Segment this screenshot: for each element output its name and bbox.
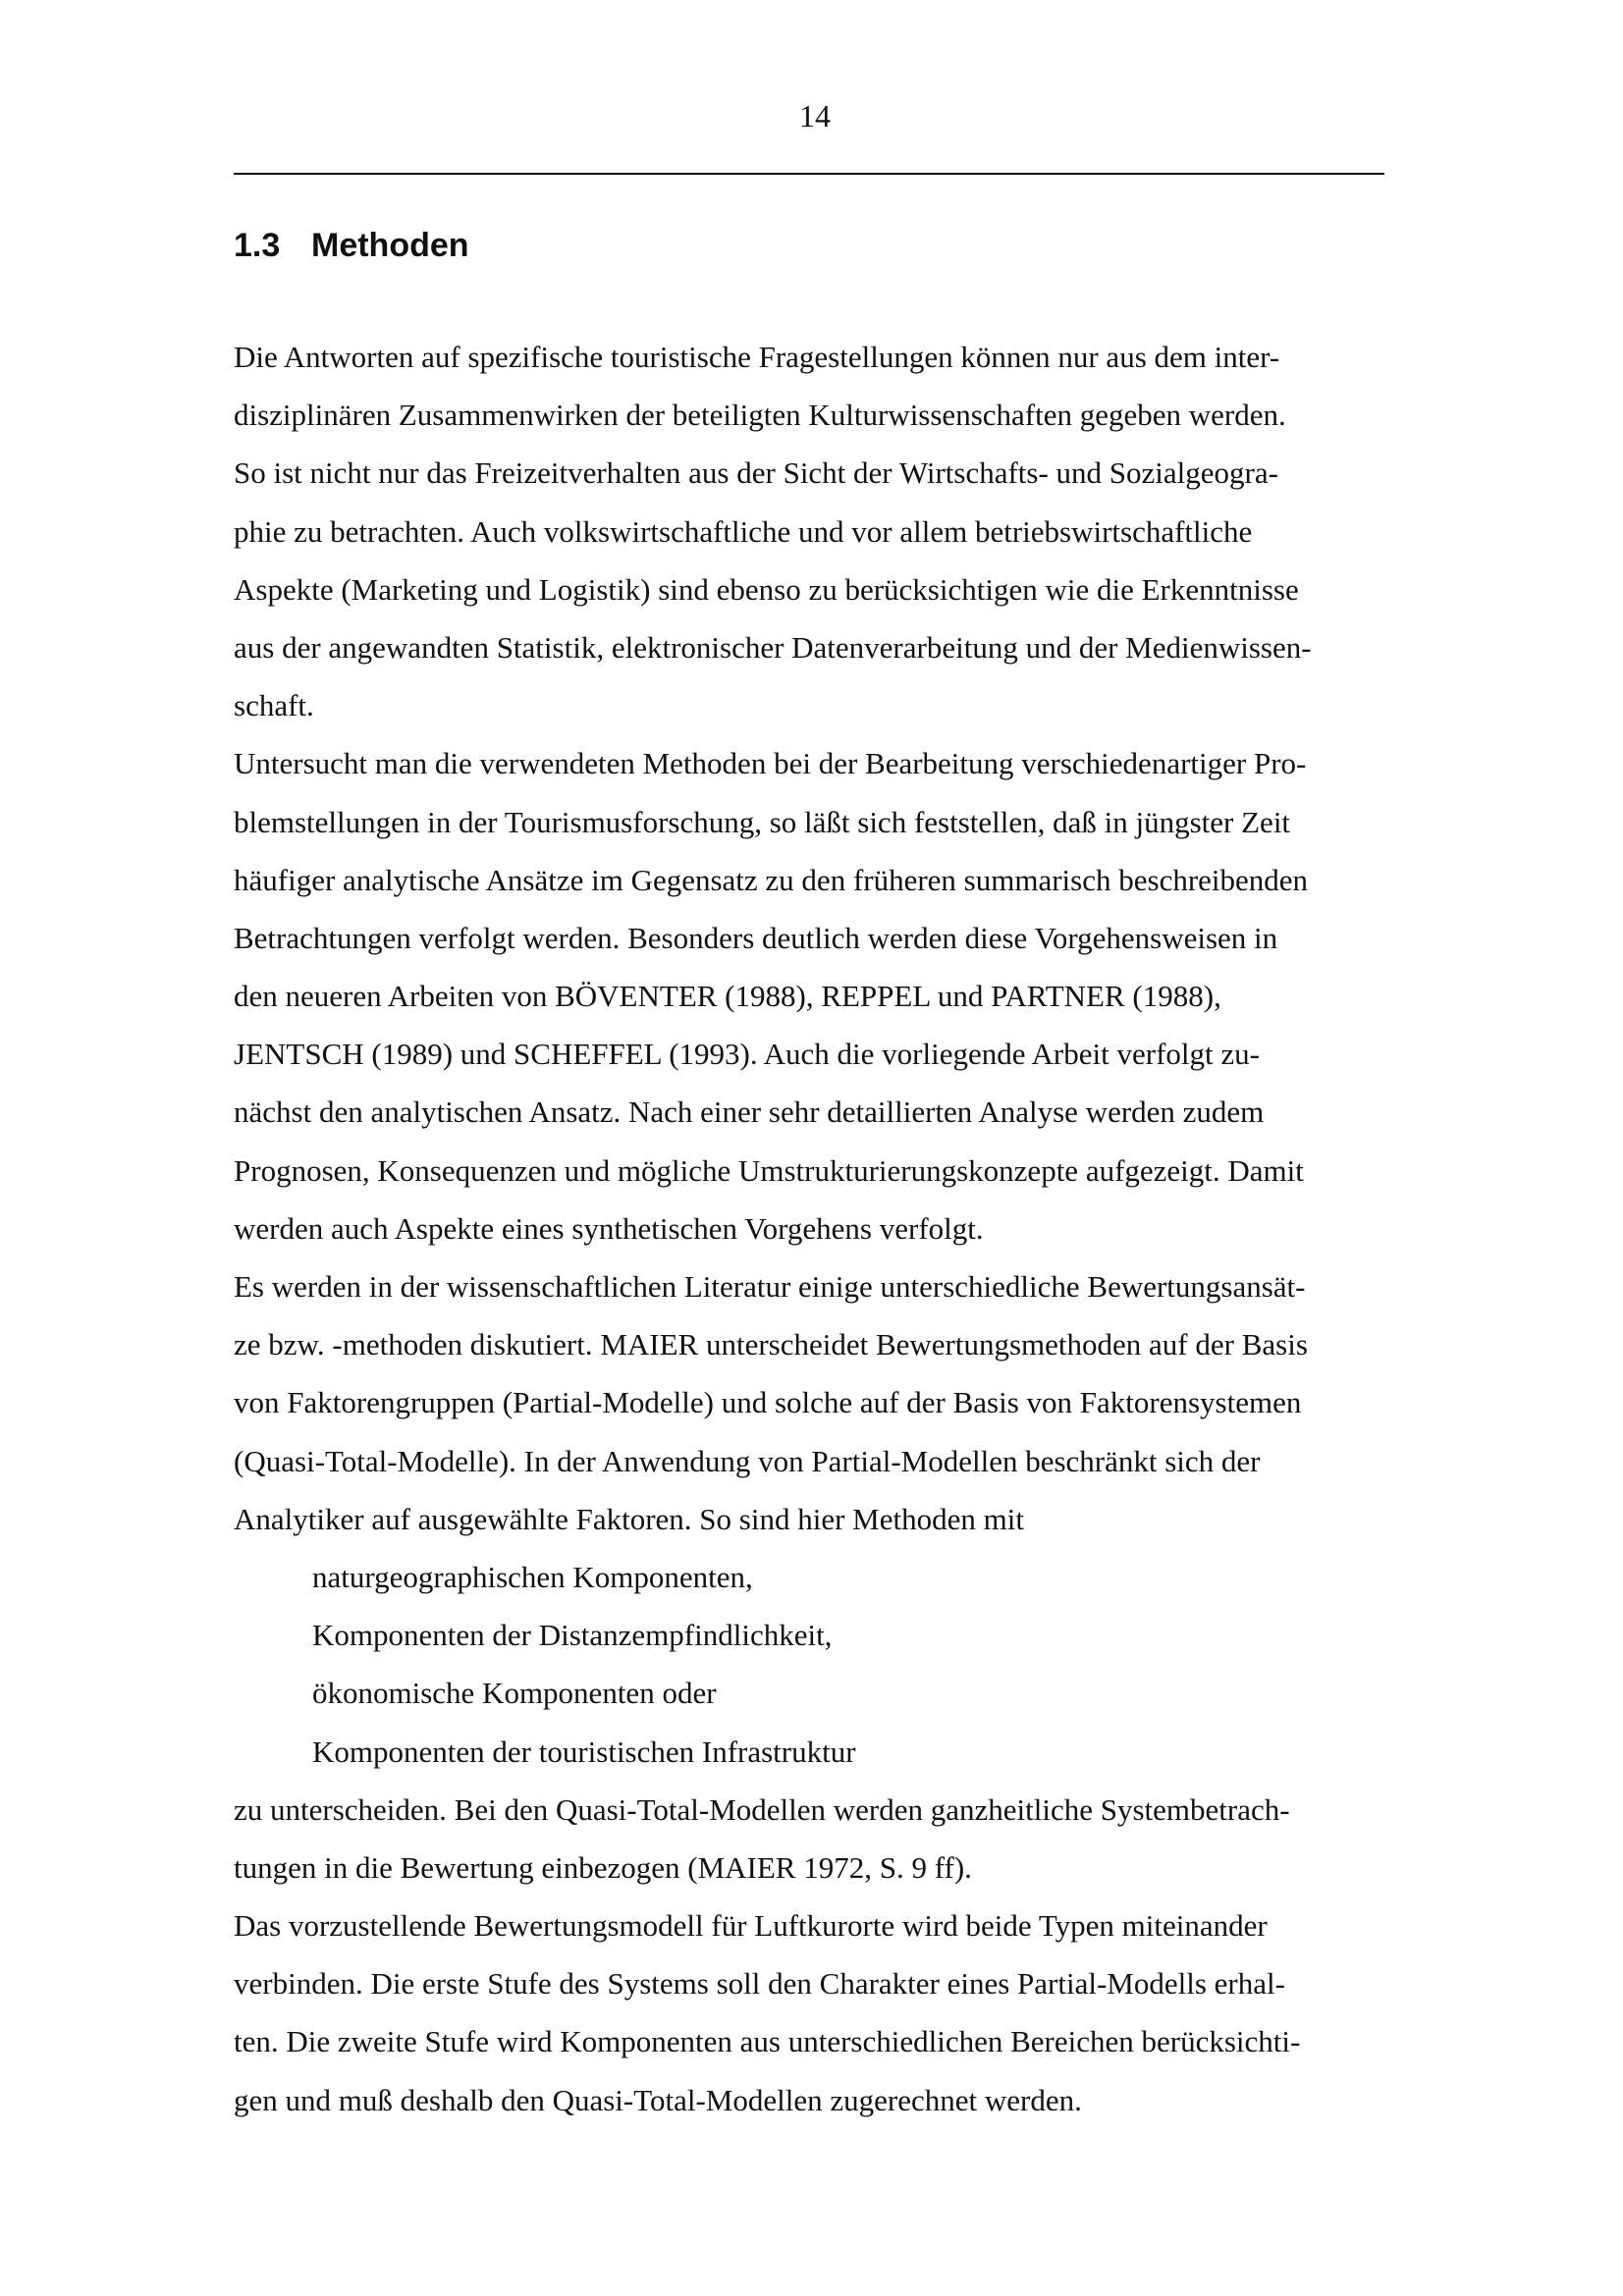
text-line: ten. Die zweite Stufe wird Komponenten aus unterschiedlichen Bereichen berücksichti- bbox=[234, 2024, 1301, 2059]
text-line: disziplinären Zusammenwirken der beteiligten Kulturwissenschaften gegeben werden. bbox=[234, 398, 1286, 433]
text-line: zu unterscheiden. Bei den Quasi-Total-Modellen werden ganzheitliche Systembetrach- bbox=[234, 1791, 1290, 1827]
text-line: phie zu betrachten. Auch volkswirtschaftliche und vor allem betriebswirtschaftliche bbox=[234, 513, 1253, 549]
text-line: blemstellungen in der Tourismusforschung, so läßt sich feststellen, daß in jüngster Zeit bbox=[234, 804, 1291, 839]
page-number: 14 bbox=[799, 98, 831, 133]
text-line: So ist nicht nur das Freizeitverhalten aus der Sicht der Wirtschafts- und Sozialgeogra- bbox=[234, 455, 1278, 491]
list-item: Komponenten der Distanzempfindlichkeit, bbox=[312, 1618, 833, 1653]
text-line: Untersucht man die verwendeten Methoden bei der Bearbeitung verschiedenartiger Pro- bbox=[234, 746, 1307, 781]
text-line: Analytiker auf ausgewählte Faktoren. So sind hier Methoden mit bbox=[234, 1501, 1024, 1536]
text-line: JENTSCH (1989) und SCHEFFEL (1993). Auch die vorliegende Arbeit verfolgt zu- bbox=[234, 1037, 1260, 1072]
section-heading bbox=[234, 224, 469, 267]
text-line: den neueren Arbeiten von BÖVENTER (1988), REPPEL und PARTNER (1988), bbox=[234, 979, 1221, 1014]
text-line: ze bzw. -methoden diskutiert. MAIER unterscheidet Bewertungsmethoden auf der Basis bbox=[234, 1327, 1308, 1362]
text-line: (Quasi-Total-Modelle). In der Anwendung von Partial-Modellen beschränkt sich der bbox=[234, 1443, 1261, 1478]
text-line: tungen in die Bewertung einbezogen (MAIER 1972, S. 9 ff). bbox=[234, 1849, 972, 1885]
text-line: häufiger analytische Ansätze im Gegensatz zu den früheren summarisch beschreibenden bbox=[234, 862, 1309, 897]
text-line: gen und muß deshalb den Quasi-Total-Modellen zugerechnet werden. bbox=[234, 2082, 1082, 2117]
text-line: Prognosen, Konsequenzen und mögliche Umstrukturierungskonzepte aufgezeigt. Damit bbox=[234, 1152, 1304, 1188]
section-number: 1.3 bbox=[234, 227, 281, 264]
list-item: naturgeographischen Komponenten, bbox=[312, 1559, 753, 1594]
text-line: Betrachtungen verfolgt werden. Besonders deutlich werden diese Vorgehensweisen in bbox=[234, 920, 1278, 955]
text-line: von Faktorengruppen (Partial-Modelle) und solche auf der Basis von Faktorensystemen bbox=[234, 1385, 1302, 1420]
body-text bbox=[234, 328, 1412, 2129]
section-title: Methoden bbox=[311, 227, 469, 264]
text-line: Das vorzustellende Bewertungsmodell für Luftkurorte wird beide Typen miteinander bbox=[234, 1908, 1268, 1944]
list-item: Komponenten der touristischen Infrastruktur bbox=[312, 1734, 856, 1769]
text-line: Es werden in der wissenschaftlichen Literatur einige unterschiedliche Bewertungsansät- bbox=[234, 1269, 1306, 1304]
header-rule bbox=[234, 173, 1384, 175]
text-line: verbinden. Die erste Stufe des Systems soll den Charakter eines Partial-Modells erhal- bbox=[234, 1966, 1285, 2002]
text-line: aus der angewandten Statistik, elektronischer Datenverarbeitung und der Medienwissen- bbox=[234, 629, 1312, 665]
text-line: schaft. bbox=[234, 688, 314, 723]
text-line: werden auch Aspekte eines synthetischen Vorgehens verfolgt. bbox=[234, 1210, 984, 1246]
list-item: ökonomische Komponenten oder bbox=[312, 1676, 717, 1711]
text-line: Die Antworten auf spezifische touristische Fragestellungen können nur aus dem inter- bbox=[234, 340, 1280, 374]
text-line: nächst den analytischen Ansatz. Nach einer sehr detaillierten Analyse werden zudem bbox=[234, 1095, 1265, 1130]
text-line: Aspekte (Marketing und Logistik) sind ebenso zu berücksichtigen wie die Erkenntnisse bbox=[234, 571, 1299, 607]
